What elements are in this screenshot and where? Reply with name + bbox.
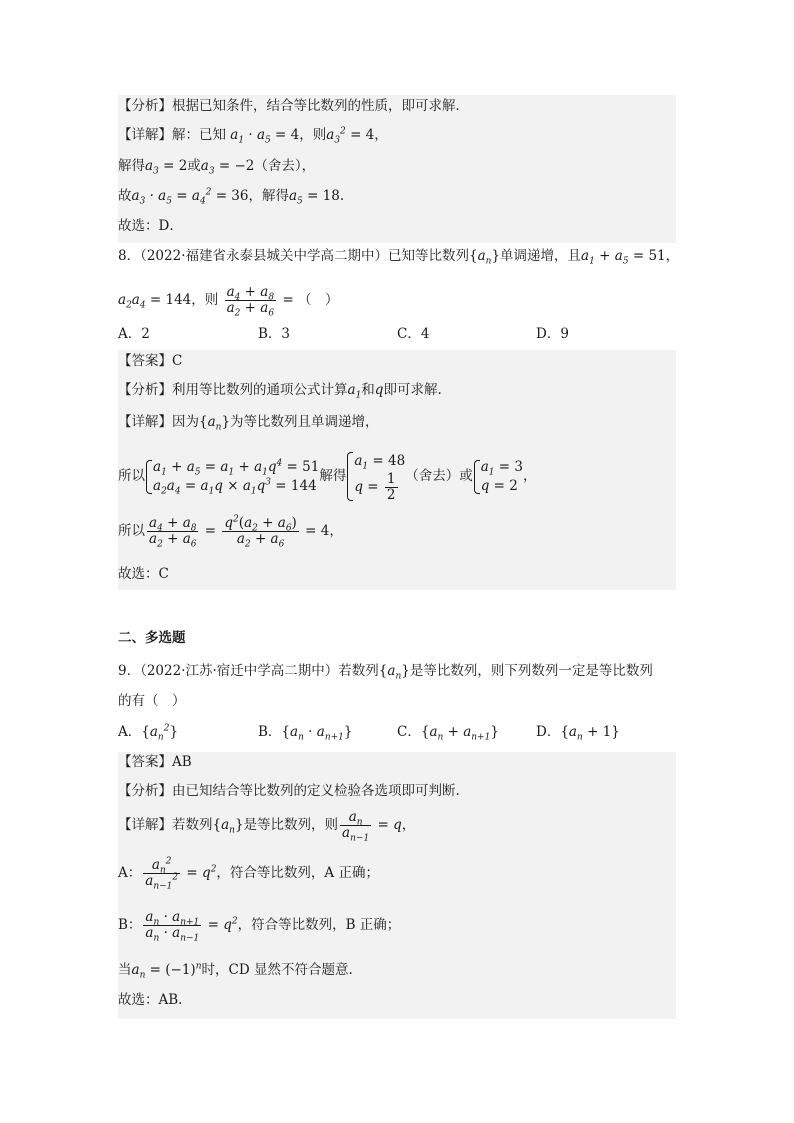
fenxi-text: 根据已知条件，结合等比数列的性质，即可求解． (172, 98, 469, 114)
fenxi-and: 和 (361, 382, 375, 398)
prev-choice: 故选：D． (118, 218, 183, 234)
option-a: A．2 (118, 326, 150, 342)
question-stem: 若数列 (338, 663, 379, 679)
q8-system-line: 所以 $a_1 + a_5 = a_1 + a_1q^4 = 51$ $a_2a_4 = a_1q \times a_1q^3 = 144$ 解得 $a_1 = 48$ q = $\frac{1}{2}$ （舍去）或 $a_1 = 3$ q = 2 ， (118, 450, 537, 503)
line-text: 当 (118, 962, 132, 978)
math-expr: $a_2a_4 = 144$ (118, 292, 192, 311)
line3-prefix: 解得 (118, 158, 145, 174)
q9-stem-line1 (118, 661, 653, 681)
option-label: D． (536, 724, 561, 740)
q9-choice: 故选：AB. (118, 992, 183, 1008)
math-expr: $a_3 = -2$ (200, 158, 255, 177)
q9-line-b: B： $\frac{a_n \cdot a_{n+1}}{a_n \cdot a_{n-1}}$ = $q^2$，符合等比数列，B 正确； (118, 909, 401, 944)
xiangjie-text: 因为 (172, 414, 199, 430)
xiangjie-text2: 为等比数列且单调递增， (230, 414, 379, 430)
prev-xiangjie-line: 【详解】解：已知 $a_1 \cdot a_5 = 4$，则$a_3^2 = 4$， (118, 126, 388, 146)
option-c: C．4 (397, 326, 430, 342)
line-label: A： (118, 865, 142, 881)
q8-choice: 故选：C (118, 566, 169, 582)
math-expr: $a_1 \cdot a_5 = 4$ (230, 127, 300, 146)
q9-fenxi (118, 781, 460, 801)
fraction: $\frac{a_n}{a_{n-1}}$ (342, 809, 370, 844)
fenxi-end: 即可求解. (383, 382, 442, 398)
suoyi-text: 所以 (118, 523, 145, 539)
line4-prefix: 故 (118, 188, 132, 204)
fraction: $\frac{a_n \cdot a_{n+1}}{a_n \cdot a_{n-1}}$ (145, 909, 200, 944)
fraction: $\frac{q^2(a_2 + a_6)}{a_2 + a_6}$ (224, 514, 297, 550)
q8-result-line: 所以 $\frac{a_4 + a_8}{a_2 + a_6}$ = $\frac{q^2(a_2 + a_6)}{a_2 + a_6}$ = 4， (118, 514, 343, 550)
fenxi-text: 由已知结合等比数列的定义检验各选项即可判断. (172, 783, 460, 799)
xiangjie-text: 若数列 (172, 817, 213, 833)
fraction: $\frac{a_n^2}{a_{n-1}^2}$ (145, 856, 179, 892)
question-source: （2022·江苏·宿迁中学高二期中） (140, 663, 339, 679)
section-title: 二、多选题 (118, 630, 186, 646)
option-c: C．$\{a_n + a_{n+1}\}$ (397, 724, 499, 743)
line-text2: 时，CD 显然不符合题意. (201, 962, 353, 978)
q9-line-c (118, 960, 353, 980)
fraction: $\frac{a_4 + a_8}{a_2 + a_6}$ (226, 284, 275, 319)
option-label: B． (258, 724, 282, 740)
fenxi-text: 利用等比数列的通项公式计算 (172, 382, 348, 398)
question-stem2: 单调递增，且 (500, 248, 582, 264)
question-blank: （ ） (297, 292, 339, 308)
solution-system-1: $a_1 = 48$ q = $\frac{1}{2}$ (346, 450, 405, 503)
line-text: ，符合等比数列，B 正确； (237, 917, 401, 933)
or-text: 或 (187, 158, 201, 174)
question-stem2: 是等比数列，则下列数列一定是等比数列 (409, 663, 653, 679)
option-label: C． (397, 724, 421, 740)
question-stem3: ，则 (191, 292, 219, 308)
q8-answer (118, 351, 182, 371)
math-expr: $a_3 \cdot a_5 = a_4^2 = 36$ (131, 187, 249, 207)
q8-fenxi (118, 380, 442, 400)
math-expr: $a_5 = 18$ (288, 188, 340, 207)
fenxi-label: 【分析】 (118, 783, 172, 799)
fenxi-label: 【分析】 (118, 98, 172, 114)
q9-xiangjie: 【详解】若数列$\{a_n\}$是等比数列，则 $\frac{a_n}{a_{n-1}}$ = q， (118, 809, 416, 844)
q8-xiangjie (118, 412, 379, 432)
suoyi-text: 所以 (118, 468, 145, 484)
line4-mid: ，解得 (248, 188, 289, 204)
q8-stem-line2: $a_2a_4 = 144$，则 $\frac{a_4 + a_8}{a_2 + a_6}$ = （ ） (118, 284, 339, 319)
xiangjie-label: 【详解】 (118, 817, 172, 833)
option-b: B．3 (258, 326, 291, 342)
math-expr: $\{a_n\}$ (378, 663, 410, 682)
q8-stem-line1: 8．（2022·福建省永泰县城关中学高二期中）已知等比数列$\{a_n\}$单调递增，且$a_1 + a_5 = 51$， (118, 248, 680, 267)
answer-value: C (172, 353, 183, 369)
solution-system-2: $a_1 = 3$ q = 2 (473, 458, 523, 496)
math-expr: q (374, 382, 384, 398)
jiede-text: 解得 (319, 468, 347, 484)
math-expr: $a_1 + a_5 = 51$ (581, 248, 666, 267)
math-expr: $a_n = (-1)^n$ (131, 961, 202, 981)
xiangjie-label: 【详解】 (118, 414, 172, 430)
line-label: B： (118, 917, 142, 933)
note-text: （舍去）， (254, 158, 316, 174)
math-expr: $\{a_n\}$ (212, 817, 244, 836)
q9-line-a: A： $\frac{a_n^2}{a_{n-1}^2}$ = $q^2$，符合等比数列，A 正确； (118, 856, 379, 892)
q9-answer (118, 752, 192, 772)
answer-value: AB (172, 754, 192, 770)
xiangjie-text2: 是等比数列，则 (243, 817, 339, 833)
equation-system: $a_1 + a_5 = a_1 + a_1q^4 = 51$ $a_2a_4 = a_1q \times a_1q^3 = 144$ (145, 458, 319, 496)
q9-stem-line2: 的有（ ） (118, 693, 186, 709)
fenxi-label: 【分析】 (118, 382, 172, 398)
answer-label: 【答案】 (118, 754, 172, 770)
math-expr: $\{a_n\}$ (199, 414, 231, 433)
xiangjie-label: 【详解】 (118, 127, 172, 143)
fraction: $\frac{a_4 + a_8}{a_2 + a_6}$ (149, 515, 197, 550)
question-number: 9． (118, 663, 141, 679)
option-d: D．9 (536, 326, 569, 342)
option-a: A．$\{a_n^2\}$ (118, 723, 179, 743)
question-stem: 已知等比数列 (388, 248, 469, 264)
math-expr: $a_3 = 2$ (145, 158, 188, 177)
line-text: ，符合等比数列，A 正确； (216, 865, 379, 881)
question-source: （2022·福建省永泰县城关中学高二期中） (140, 248, 388, 264)
prev-fenxi-line (118, 96, 469, 116)
shequ-text: （舍去）或 (405, 468, 473, 484)
answer-label: 【答案】 (118, 353, 172, 369)
math-expr: $a_1$ (347, 382, 362, 401)
question-number: 8． (118, 248, 141, 264)
prev-line3 (118, 156, 315, 176)
prev-line4: 故$a_3 \cdot a_5 = a_4^2 = 36$，解得$a_5 = 18$. (118, 187, 345, 207)
xiangjie-prefix: 解：已知 (172, 127, 226, 143)
option-d: D．$\{a_n + 1\}$ (536, 724, 620, 743)
option-b: B．$\{a_n \cdot a_{n+1}\}$ (258, 724, 353, 743)
math-expr: $\{a_n\}$ (469, 248, 501, 267)
option-label: A． (118, 724, 142, 740)
